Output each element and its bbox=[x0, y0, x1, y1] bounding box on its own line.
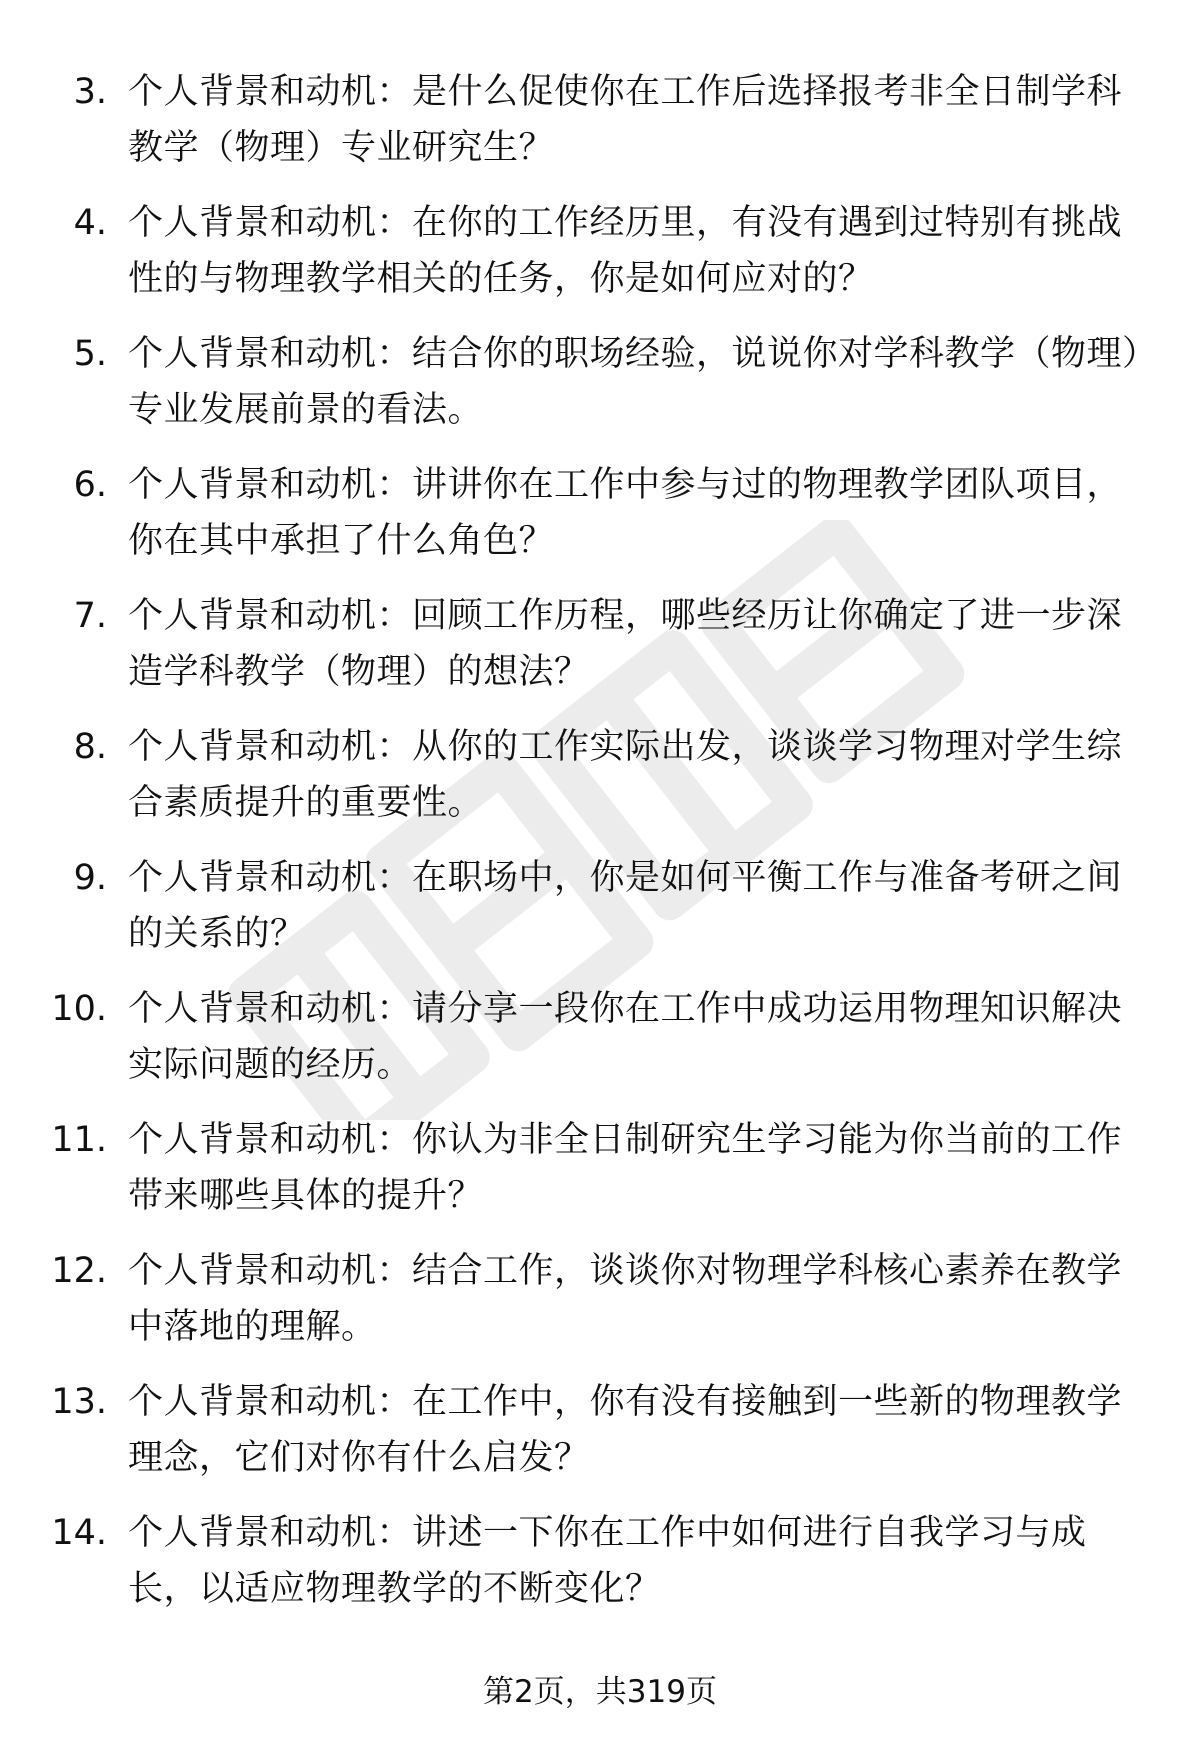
question-list bbox=[0, 48, 1200, 1620]
item-text: 个人背景和动机：是什么促使你在工作后选择报考非全日制学科教学（物理）专业研究生？ bbox=[128, 72, 1123, 168]
item-number: 12. bbox=[51, 1251, 107, 1291]
item-number: 11. bbox=[51, 1120, 107, 1160]
item-text: 个人背景和动机：你认为非全日制研究生学习能为你当前的工作带来哪些具体的提升？ bbox=[128, 1120, 1123, 1216]
list-item bbox=[0, 1358, 1200, 1489]
item-number: 9. bbox=[73, 858, 107, 898]
item-text: 个人背景和动机：结合你的职场经验，说说你对学科教学（物理）专业发展前景的看法。 bbox=[128, 334, 1141, 430]
item-text: 个人背景和动机：从你的工作实际出发，谈谈学习物理对学生综合素质提升的重要性。 bbox=[128, 727, 1123, 823]
item-number: 13. bbox=[51, 1382, 107, 1422]
item-text: 个人背景和动机：在你的工作经历里，有没有遇到过特别有挑战性的与物理教学相关的任务，你是如何应对的？ bbox=[128, 203, 1123, 299]
list-item bbox=[0, 1489, 1200, 1620]
list-item bbox=[0, 1096, 1200, 1227]
list-item bbox=[0, 572, 1200, 703]
page-footer bbox=[0, 1672, 1200, 1712]
list-item bbox=[0, 703, 1200, 834]
item-text: 个人背景和动机：结合工作，谈谈你对物理学科核心素养在教学中落地的理解。 bbox=[128, 1251, 1123, 1347]
item-number: 10. bbox=[51, 989, 107, 1029]
item-number: 5. bbox=[73, 334, 107, 374]
list-item bbox=[0, 48, 1200, 179]
item-text: 个人背景和动机：在职场中，你是如何平衡工作与准备考研之间的关系的？ bbox=[128, 858, 1123, 954]
list-item bbox=[0, 179, 1200, 310]
item-number: 4. bbox=[73, 203, 107, 243]
item-number: 14. bbox=[51, 1513, 107, 1553]
item-number: 8. bbox=[73, 727, 107, 767]
item-number: 3. bbox=[73, 72, 107, 112]
list-item bbox=[0, 1227, 1200, 1358]
item-text: 个人背景和动机：在工作中，你有没有接触到一些新的物理教学理念，它们对你有什么启发？ bbox=[128, 1382, 1123, 1478]
item-text: 个人背景和动机：请分享一段你在工作中成功运用物理知识解决实际问题的经历。 bbox=[128, 989, 1123, 1085]
page-number-label: 第2页，共319页 bbox=[483, 1674, 717, 1710]
item-number: 7. bbox=[73, 596, 107, 636]
item-text: 个人背景和动机：讲讲你在工作中参与过的物理教学团队项目，你在其中承担了什么角色？ bbox=[128, 465, 1123, 561]
item-text: 个人背景和动机：讲述一下你在工作中如何进行自我学习与成长，以适应物理教学的不断变化？ bbox=[128, 1513, 1087, 1609]
list-item bbox=[0, 310, 1200, 441]
list-item bbox=[0, 834, 1200, 965]
list-item bbox=[0, 441, 1200, 572]
list-item bbox=[0, 965, 1200, 1096]
item-text: 个人背景和动机：回顾工作历程，哪些经历让你确定了进一步深造学科教学（物理）的想法？ bbox=[128, 596, 1123, 692]
item-number: 6. bbox=[73, 465, 107, 505]
